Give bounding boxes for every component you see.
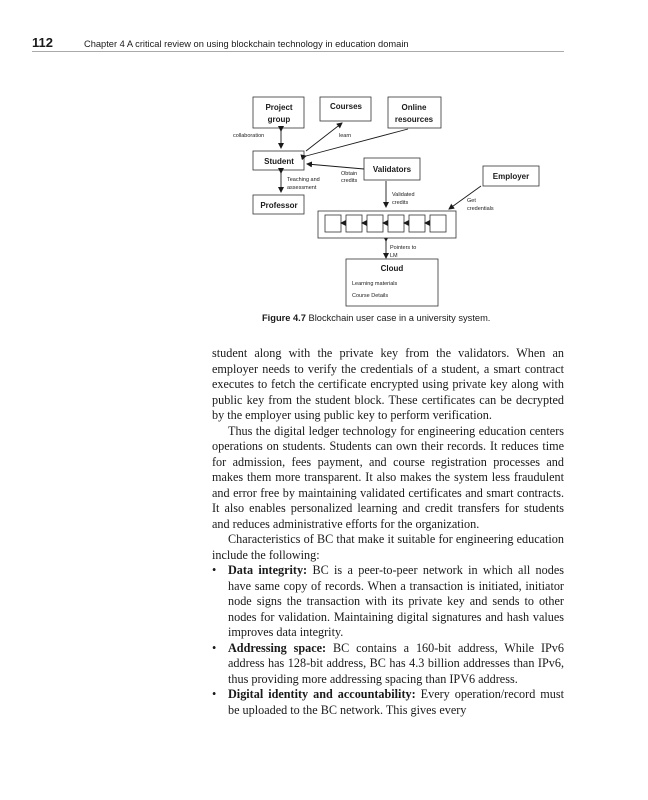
list-item-term: Addressing space: (228, 640, 327, 655)
professor-label: Professor (260, 201, 298, 210)
validated-credits-label-2: credits (392, 200, 409, 206)
employer-label: Employer (492, 172, 530, 181)
ledger-block (346, 215, 362, 232)
obtain-credits-label-2: credits (341, 178, 358, 184)
get-credentials-label-2: credentials (467, 206, 494, 212)
list-item-text: BC is a peer-to-peer network in which all nodes have same copy of records. When a transaction is initiated, initiator node signs the transaction with its private key and sends to other nodes for validation. Maintaining digital signatures and hash values improves data integrity. (228, 563, 564, 639)
blockchain-figure (0, 0, 648, 340)
teaching-label-2: assessment (287, 185, 317, 191)
figure-caption-text: Blockchain user case in a university system. (308, 313, 491, 323)
list-item-term: Digital identity and accountability: (228, 687, 416, 701)
list-item (212, 687, 564, 718)
paragraph: student along with the private key from the validators. When an employer needs to verify the credentials of a student, a smart contract executes to fetch the certificate encrypted using private key along with public key from the student block. These certificates can be decrypted by the employer using public key to perform verification. (212, 346, 564, 422)
cloud-item: Learning materials (352, 281, 398, 287)
figure-number: Figure 4.7 (262, 313, 306, 323)
ledger-block (367, 215, 383, 232)
collaboration-label: collaboration (233, 133, 265, 139)
project-group-label-2: group (267, 115, 291, 124)
cloud-item: Course Details (352, 293, 389, 299)
online-resources-label-1: Online (401, 103, 427, 112)
cloud-label: Cloud (380, 264, 404, 273)
body-text (212, 346, 564, 718)
list-item-text: BC contains a 160-bit address, While IPv6 address has 128-bit address, BC has 4.3 billion addresses than IPv6, thus providing more addressing spacing than IPV6 address. (228, 640, 564, 686)
learn-label: learn (339, 133, 352, 139)
paragraph: Characteristics of BC that make it suitable for engineering education include the following: (212, 532, 564, 562)
ledger-block (388, 215, 404, 232)
obtain-credits-arrow (307, 164, 364, 169)
learn-arrow (306, 123, 342, 151)
student-label: Student (264, 157, 294, 166)
project-group-label-1: Project (265, 103, 293, 112)
list-item-term: Data integrity: (228, 563, 308, 577)
teaching-label-1: Teaching and (287, 177, 320, 183)
page-number: 112 (32, 35, 53, 50)
pointers-label-1: Pointers to (390, 245, 417, 251)
get-credentials-label-1: Get (467, 198, 476, 204)
bullet-icon: • (212, 687, 217, 701)
paragraph: Thus the digital ledger technology for engineering education centers operations on students. Students can own their records. It reduces time for admission, fees payment, and course registration processes and makes them more transparent. It also makes the system less fraudulent and error free by maintaining validated certificates and smart contracts. It also enables personalized learning and credit transfers for students and reduces administrative efforts for the organization. (212, 423, 564, 531)
obtain-credits-label-1: Obtain (341, 171, 358, 177)
pointers-label-2: LM (390, 253, 398, 259)
bullet-icon: • (212, 640, 217, 655)
validated-credits-label-1: Validated (392, 192, 415, 198)
resources-arrow (306, 129, 408, 156)
bullet-icon: • (212, 563, 217, 577)
list-item (212, 641, 564, 688)
online-resources-label-2: resources (394, 115, 434, 124)
list-item-text: Every operation/record must be uploaded to the BC network. This gives every (228, 687, 565, 717)
courses-label: Courses (329, 102, 363, 111)
ledger-block (325, 215, 341, 232)
list-item (212, 563, 564, 641)
characteristics-list (212, 563, 564, 718)
validators-label: Validators (372, 165, 412, 174)
figure-caption (262, 313, 490, 323)
chapter-title: Chapter 4 A critical review on using blockchain technology in education domain (84, 39, 409, 49)
ledger-block (409, 215, 425, 232)
ledger-block (430, 215, 446, 232)
